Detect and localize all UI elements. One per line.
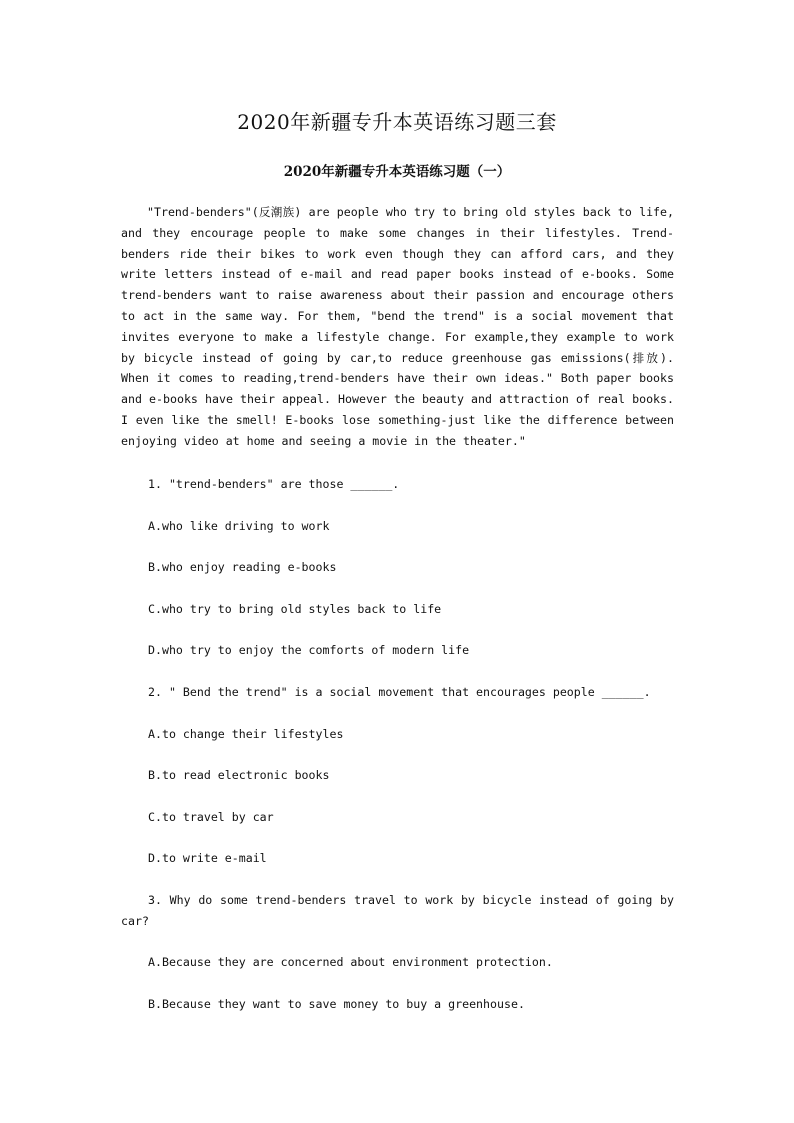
question-1-option-c: C.who try to bring old styles back to life xyxy=(148,602,442,616)
page-title: 2020年新疆专升本英语练习题三套 xyxy=(237,110,557,134)
question-1-option-b: B.who enjoy reading e-books xyxy=(148,560,337,574)
question-1-option-d: D.who try to enjoy the comforts of modern life xyxy=(148,643,470,657)
question-2-option-b: B.to read electronic books xyxy=(148,768,330,782)
question-2-option-d: D.to write e-mail xyxy=(148,851,267,865)
question-2-option-c: C.to travel by car xyxy=(148,810,274,824)
reading-passage: "Trend-benders"(反潮族) are people who try to bring old styles back to life, and they encourage people to make some changes in their lifestyles. Trend-benders ride their bikes to work even though they can afford cars, and they write letters instead of e-mail and read paper books instead of e-books. Some trend-benders want to raise awareness about their passion and encourage others to act in the same way. For them, "bend the trend" is a social movement that invites everyone to make a lifestyle change. For example,they example to work by bicycle instead of going by car,to reduce greenhouse gas emissions(排放). When it comes to reading,trend-benders have their own ideas." Both paper books and e-books have their appeal. However the beauty and attraction of real books. I even like the smell! E-books lose something-just like the difference between enjoying video at home and seeing a movie in the theater." xyxy=(121,205,674,448)
question-1-stem: 1. "trend-benders" are those ______. xyxy=(148,477,400,491)
question-1-option-a: A.who like driving to work xyxy=(148,519,330,533)
section-title: 2020年新疆专升本英语练习题（一） xyxy=(283,164,511,180)
question-2-option-a: A.to change their lifestyles xyxy=(148,727,344,741)
question-3-stem: 3. Why do some trend-benders travel to work by bicycle instead of going by car? xyxy=(121,893,674,928)
question-3-option-a: A.Because they are concerned about environment protection. xyxy=(148,955,553,969)
question-3-option-b: B.Because they want to save money to buy a greenhouse. xyxy=(148,997,525,1011)
question-2-stem: 2. " Bend the trend" is a social movement that encourages people ______. xyxy=(148,685,651,699)
